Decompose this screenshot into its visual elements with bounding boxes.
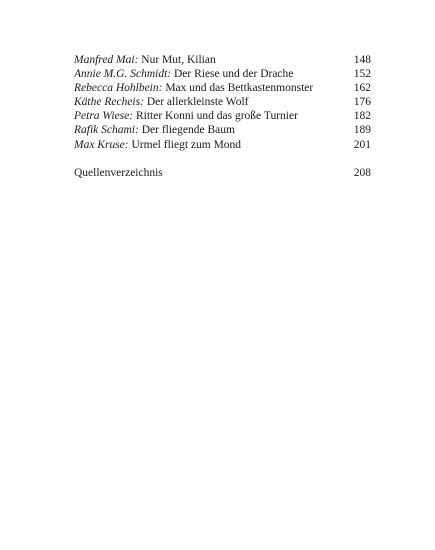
toc-page-number: 176: [353, 96, 371, 109]
toc-entry-text: [74, 67, 293, 81]
toc-title: Nur Mut, Kilian: [138, 54, 216, 66]
toc-entry-text: [74, 53, 216, 67]
toc-entry: [74, 138, 371, 152]
toc-title: Ritter Konni und das große Turnier: [133, 110, 298, 123]
toc-page-number: 208: [353, 166, 371, 179]
toc-sources-label: Quellenverzeichnis: [74, 166, 163, 179]
toc-page-number: 201: [353, 138, 371, 151]
toc-sources-entry: [74, 166, 371, 180]
toc-author: Rafik Schami:: [74, 124, 139, 137]
toc-page-number: 162: [353, 82, 371, 95]
section-gap: [74, 152, 371, 166]
toc-entry: [74, 81, 371, 95]
toc-entry: [74, 53, 371, 67]
toc-entry-text: [74, 81, 313, 95]
toc-entry: [74, 123, 371, 137]
toc-page-number: 182: [353, 110, 371, 123]
toc-author: Rebecca Hohlbein:: [74, 82, 163, 95]
toc-title: Max und das Bettkastenmonster: [162, 82, 314, 95]
toc-entry-text: [74, 95, 249, 109]
toc-title: Der fliegende Baum: [138, 124, 235, 137]
toc-title: Der allerkleinste Wolf: [143, 96, 249, 109]
toc-title: Urmel fliegt zum Mond: [128, 138, 242, 151]
toc-entry: [74, 67, 371, 81]
toc-author: Petra Wiese:: [74, 110, 134, 123]
table-of-contents: [74, 53, 371, 180]
toc-page-number: 148: [353, 54, 371, 66]
toc-page-number: 189: [353, 124, 371, 137]
toc-entry-text: [74, 123, 235, 137]
toc-entry: [74, 109, 371, 123]
toc-entry-text: [74, 138, 241, 152]
toc-author: Käthe Recheis:: [74, 96, 144, 109]
toc-page-number: 152: [353, 68, 371, 81]
toc-author: Annie M.G. Schmidt:: [74, 68, 172, 81]
toc-author: Max Kruse:: [74, 138, 129, 151]
toc-title: Der Riese und der Drache: [171, 68, 294, 81]
toc-entry-text: [74, 109, 298, 123]
toc-entry: [74, 95, 371, 109]
toc-author: Manfred Mai:: [74, 54, 139, 66]
